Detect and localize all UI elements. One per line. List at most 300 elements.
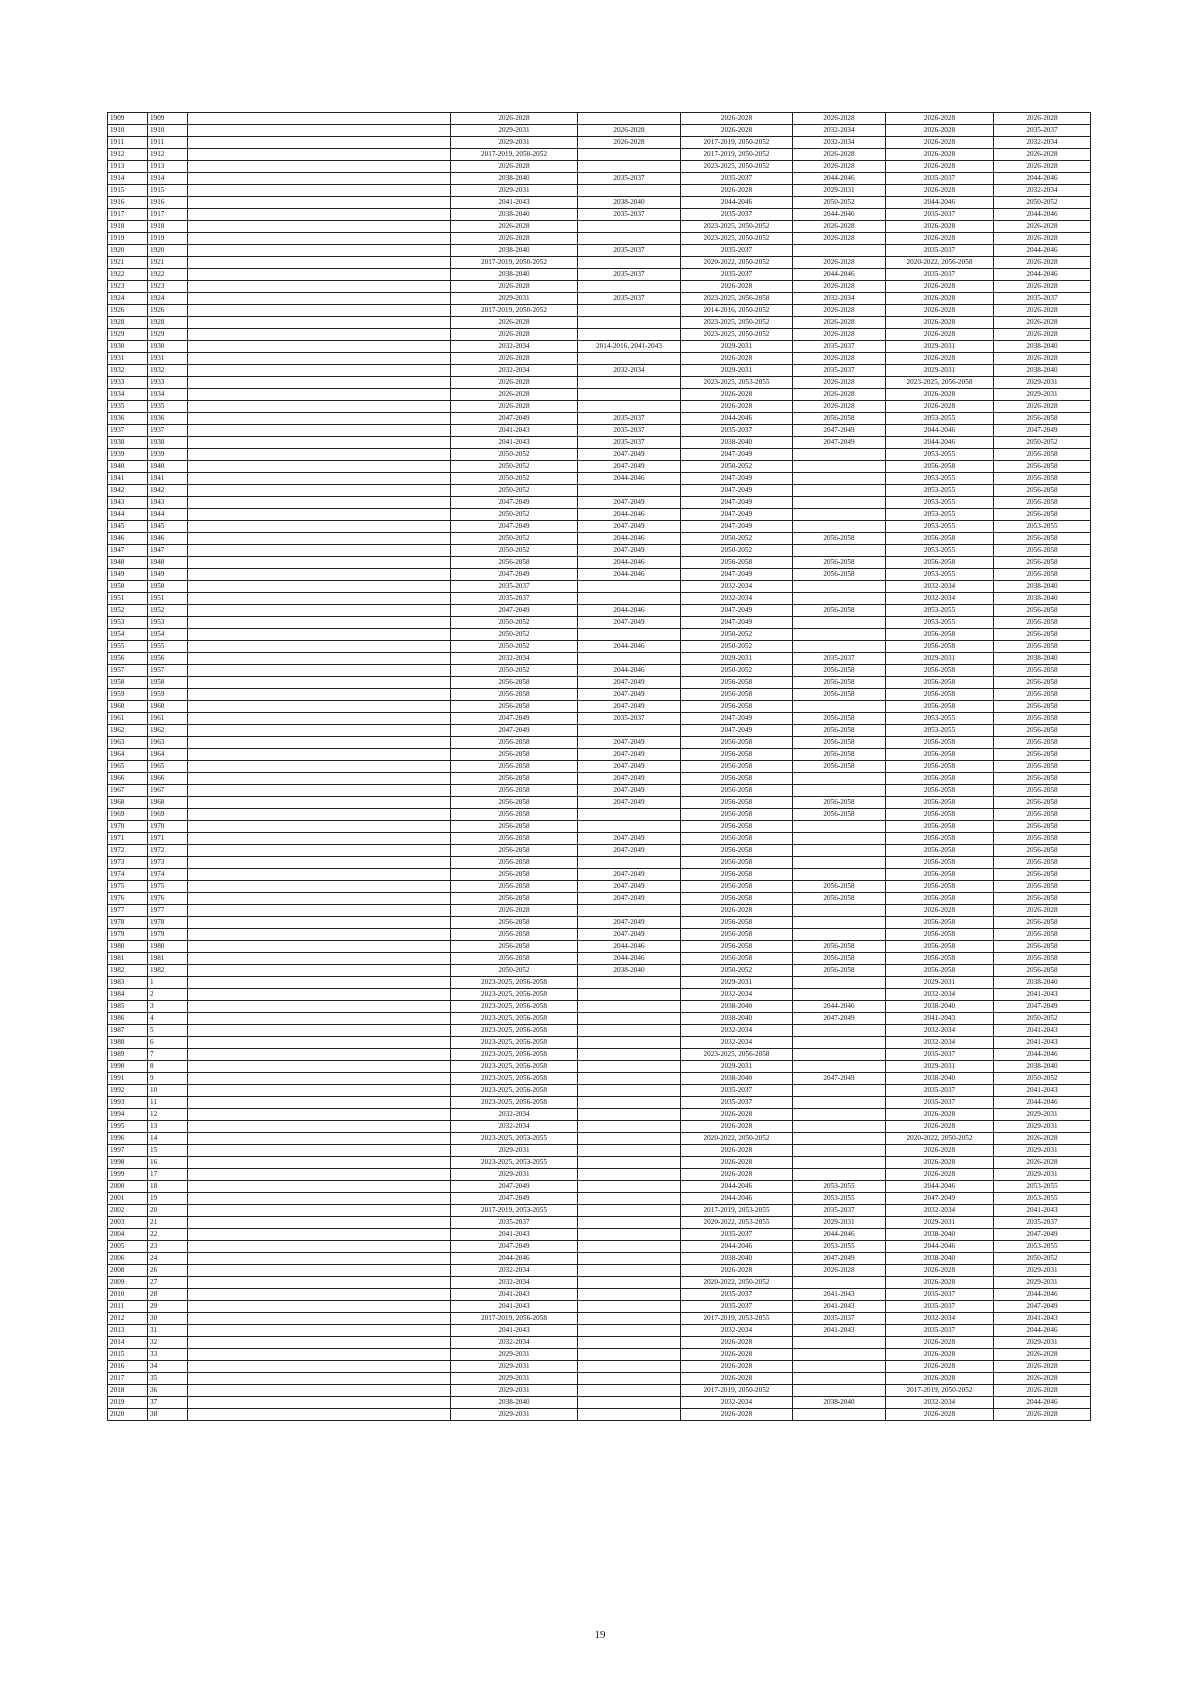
cell-c1: 2026-2028 xyxy=(451,233,578,245)
cell-c3: 2017-2019, 2050-2052 xyxy=(681,1385,793,1397)
cell-c4: 2056-2058 xyxy=(793,893,886,905)
cell-c2 xyxy=(578,1253,681,1265)
cell-c4: 2032-2034 xyxy=(793,293,886,305)
cell-c5: 2056-2058 xyxy=(886,689,994,701)
cell-c6: 2056-2058 xyxy=(994,629,1091,641)
cell-c6: 2044-2046 xyxy=(994,209,1091,221)
cell-address xyxy=(188,989,451,1001)
cell-num: 1935 xyxy=(148,401,188,413)
cell-c5: 2026-2028 xyxy=(886,401,994,413)
cell-address xyxy=(188,1169,451,1181)
cell-c6: 2056-2058 xyxy=(994,641,1091,653)
table-row xyxy=(108,785,1091,797)
cell-c2 xyxy=(578,725,681,737)
cell-c6: 2026-2028 xyxy=(994,1133,1091,1145)
table-row xyxy=(108,1157,1091,1169)
cell-num: 1936 xyxy=(148,413,188,425)
cell-c3: 2032-2034 xyxy=(681,1025,793,1037)
table-row xyxy=(108,1085,1091,1097)
table-row xyxy=(108,317,1091,329)
cell-c6: 2056-2058 xyxy=(994,761,1091,773)
cell-num: 12 xyxy=(148,1109,188,1121)
cell-n: 1950 xyxy=(108,581,148,593)
cell-c1: 2023-2025, 2053-2055 xyxy=(451,1157,578,1169)
cell-c6: 2056-2058 xyxy=(994,773,1091,785)
cell-num: 6 xyxy=(148,1037,188,1049)
cell-c5: 2056-2058 xyxy=(886,929,994,941)
cell-c3: 2047-2049 xyxy=(681,449,793,461)
cell-address xyxy=(188,461,451,473)
cell-c3: 2056-2058 xyxy=(681,557,793,569)
cell-c1: 2017-2019, 2050-2052 xyxy=(451,257,578,269)
cell-n: 2009 xyxy=(108,1277,148,1289)
cell-c4 xyxy=(793,1385,886,1397)
table-row xyxy=(108,557,1091,569)
cell-c1: 2041-2043 xyxy=(451,1289,578,1301)
cell-c2 xyxy=(578,581,681,593)
cell-c1: 2041-2043 xyxy=(451,425,578,437)
cell-c4 xyxy=(793,1025,886,1037)
cell-c3: 2035-2037 xyxy=(681,1085,793,1097)
cell-c6: 2026-2028 xyxy=(994,1409,1091,1421)
cell-num: 1934 xyxy=(148,389,188,401)
cell-c1: 2056-2058 xyxy=(451,833,578,845)
cell-c4: 2026-2028 xyxy=(793,377,886,389)
cell-num: 4 xyxy=(148,1013,188,1025)
cell-c4: 2053-2055 xyxy=(793,1193,886,1205)
cell-n: 2004 xyxy=(108,1229,148,1241)
cell-num: 1969 xyxy=(148,809,188,821)
table-row xyxy=(108,1373,1091,1385)
table-row xyxy=(108,1121,1091,1133)
cell-address xyxy=(188,425,451,437)
cell-c5: 2026-2028 xyxy=(886,1169,994,1181)
cell-c1: 2056-2058 xyxy=(451,797,578,809)
cell-c2 xyxy=(578,1265,681,1277)
cell-num: 1910 xyxy=(148,125,188,137)
cell-c6: 2056-2058 xyxy=(994,485,1091,497)
cell-num: 37 xyxy=(148,1397,188,1409)
cell-num: 35 xyxy=(148,1373,188,1385)
cell-num: 1956 xyxy=(148,653,188,665)
cell-c1: 2041-2043 xyxy=(451,437,578,449)
cell-c5: 2053-2055 xyxy=(886,713,994,725)
cell-c1: 2050-2052 xyxy=(451,629,578,641)
cell-c1: 2026-2028 xyxy=(451,221,578,233)
cell-c4: 2026-2028 xyxy=(793,305,886,317)
cell-c2: 2044-2046 xyxy=(578,641,681,653)
cell-c1: 2056-2058 xyxy=(451,917,578,929)
cell-c5: 2044-2046 xyxy=(886,425,994,437)
cell-c6: 2041-2043 xyxy=(994,1313,1091,1325)
cell-c4: 2047-2049 xyxy=(793,1073,886,1085)
cell-c6: 2026-2028 xyxy=(994,1385,1091,1397)
cell-c3: 2026-2028 xyxy=(681,1169,793,1181)
cell-address xyxy=(188,617,451,629)
cell-c6: 2056-2058 xyxy=(994,557,1091,569)
table-row xyxy=(108,293,1091,305)
table-row xyxy=(108,1313,1091,1325)
cell-c3: 2023-2025, 2056-2058 xyxy=(681,293,793,305)
cell-c5: 2026-2028 xyxy=(886,233,994,245)
cell-c2: 2047-2049 xyxy=(578,881,681,893)
cell-c1: 2032-2034 xyxy=(451,1121,578,1133)
cell-c3: 2050-2052 xyxy=(681,965,793,977)
cell-n: 2019 xyxy=(108,1397,148,1409)
cell-address xyxy=(188,1073,451,1085)
cell-c6: 2056-2058 xyxy=(994,941,1091,953)
cell-num: 1917 xyxy=(148,209,188,221)
cell-c3: 2023-2025, 2056-2058 xyxy=(681,1049,793,1061)
cell-address xyxy=(188,1289,451,1301)
cell-c2 xyxy=(578,353,681,365)
cell-address xyxy=(188,629,451,641)
cell-c1: 2023-2025, 2056-2058 xyxy=(451,1097,578,1109)
cell-c3: 2026-2028 xyxy=(681,1157,793,1169)
cell-c3: 2056-2058 xyxy=(681,833,793,845)
cell-address xyxy=(188,845,451,857)
cell-c1: 2050-2052 xyxy=(451,509,578,521)
cell-c2: 2044-2046 xyxy=(578,953,681,965)
cell-c3: 2056-2058 xyxy=(681,761,793,773)
cell-c1: 2050-2052 xyxy=(451,617,578,629)
cell-c4 xyxy=(793,1121,886,1133)
cell-num: 21 xyxy=(148,1217,188,1229)
cell-num: 1974 xyxy=(148,869,188,881)
cell-c2: 2026-2028 xyxy=(578,137,681,149)
cell-c2 xyxy=(578,113,681,125)
cell-c3: 2026-2028 xyxy=(681,185,793,197)
table-row xyxy=(108,1253,1091,1265)
cell-num: 13 xyxy=(148,1121,188,1133)
cell-n: 1924 xyxy=(108,293,148,305)
cell-n: 1921 xyxy=(108,257,148,269)
cell-c4 xyxy=(793,917,886,929)
cell-c3: 2044-2046 xyxy=(681,1193,793,1205)
cell-c6: 2026-2028 xyxy=(994,1361,1091,1373)
cell-c2 xyxy=(578,1085,681,1097)
cell-num: 26 xyxy=(148,1265,188,1277)
cell-address xyxy=(188,1241,451,1253)
cell-c5: 2026-2028 xyxy=(886,1349,994,1361)
cell-address xyxy=(188,929,451,941)
cell-c1: 2023-2025, 2056-2058 xyxy=(451,1013,578,1025)
cell-c2: 2047-2049 xyxy=(578,893,681,905)
cell-c4: 2047-2049 xyxy=(793,1013,886,1025)
cell-c5: 2056-2058 xyxy=(886,701,994,713)
cell-address xyxy=(188,161,451,173)
cell-num: 1918 xyxy=(148,221,188,233)
cell-c1: 2017-2019, 2056-2058 xyxy=(451,1313,578,1325)
cell-c1: 2029-2031 xyxy=(451,1349,578,1361)
cell-c5: 2053-2055 xyxy=(886,497,994,509)
cell-c2 xyxy=(578,821,681,833)
cell-c4 xyxy=(793,1169,886,1181)
cell-c1: 2023-2025, 2056-2058 xyxy=(451,1037,578,1049)
cell-c1: 2026-2028 xyxy=(451,401,578,413)
cell-c3: 2026-2028 xyxy=(681,353,793,365)
cell-address xyxy=(188,1409,451,1421)
cell-address xyxy=(188,497,451,509)
cell-c1: 2026-2028 xyxy=(451,281,578,293)
cell-c4 xyxy=(793,1145,886,1157)
cell-c4 xyxy=(793,869,886,881)
cell-num: 1940 xyxy=(148,461,188,473)
cell-n: 1947 xyxy=(108,545,148,557)
cell-c5: 2035-2037 xyxy=(886,245,994,257)
cell-n: 1953 xyxy=(108,617,148,629)
cell-num: 16 xyxy=(148,1157,188,1169)
cell-c2: 2035-2037 xyxy=(578,245,681,257)
cell-c3: 2056-2058 xyxy=(681,785,793,797)
cell-num: 1964 xyxy=(148,749,188,761)
cell-c1: 2041-2043 xyxy=(451,1301,578,1313)
cell-c1: 2056-2058 xyxy=(451,701,578,713)
cell-num: 1928 xyxy=(148,317,188,329)
cell-c6: 2035-2037 xyxy=(994,125,1091,137)
cell-c1: 2032-2034 xyxy=(451,1337,578,1349)
cell-c2 xyxy=(578,1157,681,1169)
cell-n: 2020 xyxy=(108,1409,148,1421)
cell-address xyxy=(188,401,451,413)
cell-num: 1932 xyxy=(148,365,188,377)
cell-n: 1933 xyxy=(108,377,148,389)
cell-address xyxy=(188,869,451,881)
cell-n: 1919 xyxy=(108,233,148,245)
cell-n: 1981 xyxy=(108,953,148,965)
cell-c5: 2026-2028 xyxy=(886,1337,994,1349)
cell-c6: 2056-2058 xyxy=(994,965,1091,977)
cell-num: 1943 xyxy=(148,497,188,509)
cell-n: 2012 xyxy=(108,1313,148,1325)
cell-n: 1993 xyxy=(108,1097,148,1109)
cell-c6: 2056-2058 xyxy=(994,497,1091,509)
cell-num: 1916 xyxy=(148,197,188,209)
cell-c1: 2041-2043 xyxy=(451,1229,578,1241)
cell-address xyxy=(188,221,451,233)
cell-c2 xyxy=(578,485,681,497)
table-row xyxy=(108,185,1091,197)
cell-num: 1967 xyxy=(148,785,188,797)
cell-num: 1977 xyxy=(148,905,188,917)
cell-c6: 2035-2037 xyxy=(994,293,1091,305)
cell-c1: 2047-2049 xyxy=(451,725,578,737)
cell-c6: 2026-2028 xyxy=(994,221,1091,233)
cell-n: 1945 xyxy=(108,521,148,533)
table-row xyxy=(108,677,1091,689)
cell-c2: 2047-2049 xyxy=(578,737,681,749)
cell-c2 xyxy=(578,1013,681,1025)
cell-c3: 2026-2028 xyxy=(681,1145,793,1157)
cell-c6: 2056-2058 xyxy=(994,461,1091,473)
cell-c4: 2026-2028 xyxy=(793,281,886,293)
cell-c6: 2041-2043 xyxy=(994,1085,1091,1097)
cell-c6: 2056-2058 xyxy=(994,737,1091,749)
cell-c2: 2047-2049 xyxy=(578,677,681,689)
cell-n: 1926 xyxy=(108,305,148,317)
cell-num: 34 xyxy=(148,1361,188,1373)
cell-address xyxy=(188,185,451,197)
cell-c3: 2047-2049 xyxy=(681,497,793,509)
cell-c5: 2056-2058 xyxy=(886,869,994,881)
cell-c3: 2017-2019, 2050-2052 xyxy=(681,137,793,149)
cell-c1: 2056-2058 xyxy=(451,677,578,689)
table-row xyxy=(108,1349,1091,1361)
cell-c6: 2029-2031 xyxy=(994,1265,1091,1277)
cell-c4: 2035-2037 xyxy=(793,653,886,665)
cell-address xyxy=(188,197,451,209)
cell-n: 1946 xyxy=(108,533,148,545)
cell-n: 1979 xyxy=(108,929,148,941)
cell-num: 1946 xyxy=(148,533,188,545)
cell-n: 1936 xyxy=(108,413,148,425)
cell-num: 1963 xyxy=(148,737,188,749)
cell-n: 1912 xyxy=(108,149,148,161)
cell-address xyxy=(188,125,451,137)
table-row xyxy=(108,257,1091,269)
cell-c6: 2056-2058 xyxy=(994,533,1091,545)
cell-c6: 2029-2031 xyxy=(994,389,1091,401)
cell-c4: 2035-2037 xyxy=(793,1313,886,1325)
cell-c5: 2017-2019, 2050-2052 xyxy=(886,1385,994,1397)
cell-c3: 2035-2037 xyxy=(681,245,793,257)
cell-c1: 2032-2034 xyxy=(451,365,578,377)
cell-c4: 2026-2028 xyxy=(793,221,886,233)
cell-c6: 2056-2058 xyxy=(994,509,1091,521)
cell-c4: 2026-2028 xyxy=(793,257,886,269)
cell-num: 2 xyxy=(148,989,188,1001)
cell-c4 xyxy=(793,545,886,557)
cell-c4 xyxy=(793,1061,886,1073)
cell-address xyxy=(188,677,451,689)
table-row xyxy=(108,1061,1091,1073)
cell-n: 2008 xyxy=(108,1265,148,1277)
cell-c6: 2056-2058 xyxy=(994,929,1091,941)
cell-c3: 2056-2058 xyxy=(681,953,793,965)
cell-c6: 2056-2058 xyxy=(994,917,1091,929)
cell-c2 xyxy=(578,1169,681,1181)
cell-address xyxy=(188,1337,451,1349)
cell-c1: 2026-2028 xyxy=(451,161,578,173)
cell-c5: 2056-2058 xyxy=(886,809,994,821)
cell-n: 1943 xyxy=(108,497,148,509)
cell-n: 1974 xyxy=(108,869,148,881)
cell-n: 1980 xyxy=(108,941,148,953)
cell-n: 1939 xyxy=(108,449,148,461)
cell-c5: 2029-2031 xyxy=(886,653,994,665)
cell-c1: 2047-2049 xyxy=(451,713,578,725)
cell-num: 14 xyxy=(148,1133,188,1145)
cell-num: 1968 xyxy=(148,797,188,809)
cell-c2 xyxy=(578,1361,681,1373)
table-row xyxy=(108,689,1091,701)
cell-c5: 2026-2028 xyxy=(886,1277,994,1289)
cell-c4: 2056-2058 xyxy=(793,557,886,569)
cell-c4: 2026-2028 xyxy=(793,329,886,341)
cell-c6: 2026-2028 xyxy=(994,353,1091,365)
cell-c1: 2026-2028 xyxy=(451,389,578,401)
cell-c1: 2050-2052 xyxy=(451,965,578,977)
cell-c6: 2056-2058 xyxy=(994,605,1091,617)
cell-c5: 2056-2058 xyxy=(886,533,994,545)
cell-address xyxy=(188,557,451,569)
cell-c4: 2044-2046 xyxy=(793,1001,886,1013)
cell-c6: 2053-2055 xyxy=(994,521,1091,533)
cell-c6: 2026-2028 xyxy=(994,281,1091,293)
cell-address xyxy=(188,233,451,245)
table-row xyxy=(108,929,1091,941)
cell-c1: 2023-2025, 2056-2058 xyxy=(451,977,578,989)
cell-c4: 2056-2058 xyxy=(793,569,886,581)
cell-num: 1979 xyxy=(148,929,188,941)
cell-num: 1931 xyxy=(148,353,188,365)
cell-num: 24 xyxy=(148,1253,188,1265)
cell-num: 10 xyxy=(148,1085,188,1097)
cell-address xyxy=(188,1001,451,1013)
cell-c4 xyxy=(793,857,886,869)
cell-c4: 2026-2028 xyxy=(793,317,886,329)
cell-address xyxy=(188,1109,451,1121)
table-row xyxy=(108,893,1091,905)
cell-c4: 2041-2043 xyxy=(793,1301,886,1313)
cell-num: 27 xyxy=(148,1277,188,1289)
cell-c2: 2047-2049 xyxy=(578,929,681,941)
cell-address xyxy=(188,209,451,221)
table-row xyxy=(108,401,1091,413)
cell-c2 xyxy=(578,1289,681,1301)
cell-num: 1958 xyxy=(148,677,188,689)
cell-c4 xyxy=(793,1349,886,1361)
cell-c5: 2038-2040 xyxy=(886,1229,994,1241)
cell-c2 xyxy=(578,1001,681,1013)
cell-c5: 2056-2058 xyxy=(886,917,994,929)
cell-c5: 2035-2037 xyxy=(886,1097,994,1109)
cell-c1: 2035-2037 xyxy=(451,1217,578,1229)
cell-c2 xyxy=(578,161,681,173)
cell-c1: 2026-2028 xyxy=(451,317,578,329)
cell-c6: 2044-2046 xyxy=(994,1049,1091,1061)
cell-num: 22 xyxy=(148,1229,188,1241)
table-row xyxy=(108,641,1091,653)
cell-c2: 2047-2049 xyxy=(578,749,681,761)
cell-c6: 2056-2058 xyxy=(994,689,1091,701)
cell-address xyxy=(188,809,451,821)
cell-c5: 2026-2028 xyxy=(886,389,994,401)
cell-c3: 2029-2031 xyxy=(681,977,793,989)
cell-c2 xyxy=(578,1133,681,1145)
cell-c2 xyxy=(578,629,681,641)
cell-c2: 2044-2046 xyxy=(578,473,681,485)
cell-c6: 2056-2058 xyxy=(994,725,1091,737)
cell-address xyxy=(188,1037,451,1049)
cell-c3: 2026-2028 xyxy=(681,1121,793,1133)
cell-c3: 2050-2052 xyxy=(681,461,793,473)
cell-c5: 2026-2028 xyxy=(886,137,994,149)
cell-c3: 2047-2049 xyxy=(681,473,793,485)
cell-c6: 2041-2043 xyxy=(994,1205,1091,1217)
cell-c4: 2056-2058 xyxy=(793,665,886,677)
cell-n: 1948 xyxy=(108,557,148,569)
cell-c1: 2047-2049 xyxy=(451,1241,578,1253)
cell-c3: 2026-2028 xyxy=(681,125,793,137)
cell-c4 xyxy=(793,1133,886,1145)
cell-c5: 2056-2058 xyxy=(886,833,994,845)
cell-address xyxy=(188,701,451,713)
cell-n: 1966 xyxy=(108,773,148,785)
cell-c1: 2029-2031 xyxy=(451,1373,578,1385)
cell-address xyxy=(188,665,451,677)
cell-c4 xyxy=(793,485,886,497)
